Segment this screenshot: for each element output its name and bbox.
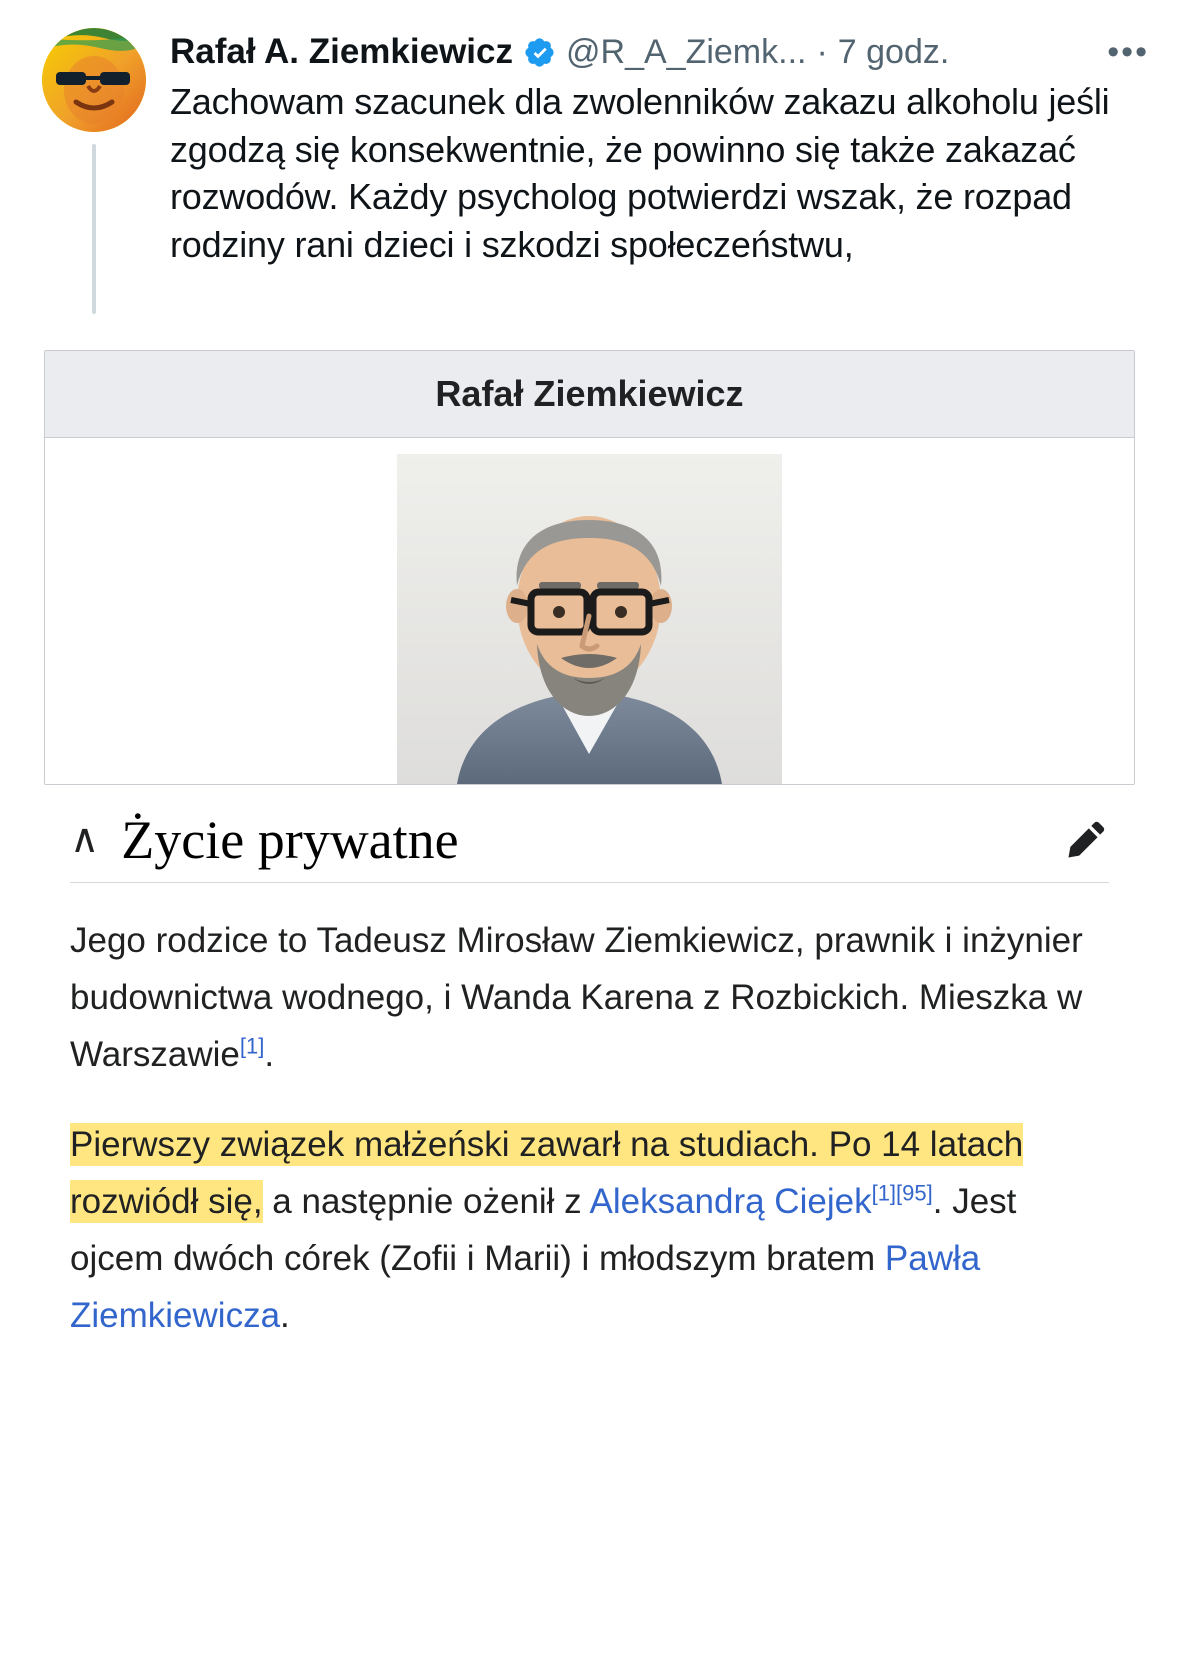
tweet-container[interactable] — [0, 0, 1179, 314]
infobox-title: Rafał Ziemkiewicz — [45, 351, 1134, 438]
paragraph-marriage-end: . — [280, 1295, 290, 1335]
reference-1[interactable]: [1] — [239, 1033, 265, 1059]
paragraph-parents — [70, 913, 1109, 1083]
pencil-icon[interactable] — [1061, 817, 1109, 865]
avatar-column — [40, 28, 148, 314]
link-pawel-ziemkiewicz[interactable]: Pawła Ziemkiewicza — [70, 1238, 981, 1335]
tweet-text: Zachowam szacunek dla zwolenników zakazu alkoholu jeśli zgodzą się konsekwentnie, że powinno się także zakazać rozwodów. Każdy psycholog potwierdzi wszak, że rozpad rodziny rani dzieci i szkodzi społeczeństwu, — [170, 81, 1110, 265]
reference-95[interactable]: [95] — [896, 1180, 933, 1206]
tweet-body — [170, 28, 1149, 314]
paragraph-marriage-mid: a następnie ożenił z — [262, 1182, 590, 1222]
section-body — [70, 883, 1109, 1344]
verified-badge-icon — [523, 36, 556, 69]
highlighted-text: Pierwszy związek małżeński zawarł na studiach. Po 14 latach rozwiódł się, — [70, 1125, 1024, 1222]
tweet-header — [170, 32, 1149, 72]
paragraph-parents-text: Jego rodzice to Tadeusz Mirosław Ziemkiewicz, prawnik i inżynier budownictwa wodnego, i Wanda Karena z Rozbickich. Mieszka w Warszawie — [70, 921, 1083, 1074]
section-title: Życie prywatne — [121, 810, 459, 870]
portrait-photo[interactable] — [397, 454, 782, 784]
more-options-icon[interactable]: ••• — [1107, 32, 1149, 71]
paragraph-marriage — [70, 1117, 1109, 1344]
avatar[interactable] — [42, 28, 146, 132]
tweet-timestamp[interactable]: 7 godz. — [837, 32, 950, 71]
author-display-name[interactable]: Rafał A. Ziemkiewicz — [170, 32, 513, 71]
author-handle[interactable]: @R_A_Ziemk... — [566, 32, 807, 71]
section-header — [70, 811, 1109, 883]
thread-connector-line — [92, 144, 96, 314]
paragraph-marriage-mid2: . Jest ojcem dwóch córek (Zofii i Marii) i młodszym bratem — [70, 1182, 1017, 1278]
infobox-image-wrap — [45, 438, 1134, 784]
wikipedia-infobox — [44, 350, 1135, 785]
link-aleksandra-ciejek[interactable]: Aleksandrą Ciejek — [589, 1182, 872, 1222]
chevron-up-icon[interactable]: ∧ — [70, 816, 100, 861]
reference-1b[interactable]: [1] — [871, 1180, 897, 1206]
header-separator: · — [816, 32, 828, 71]
paragraph-parents-end: . — [264, 1034, 275, 1074]
